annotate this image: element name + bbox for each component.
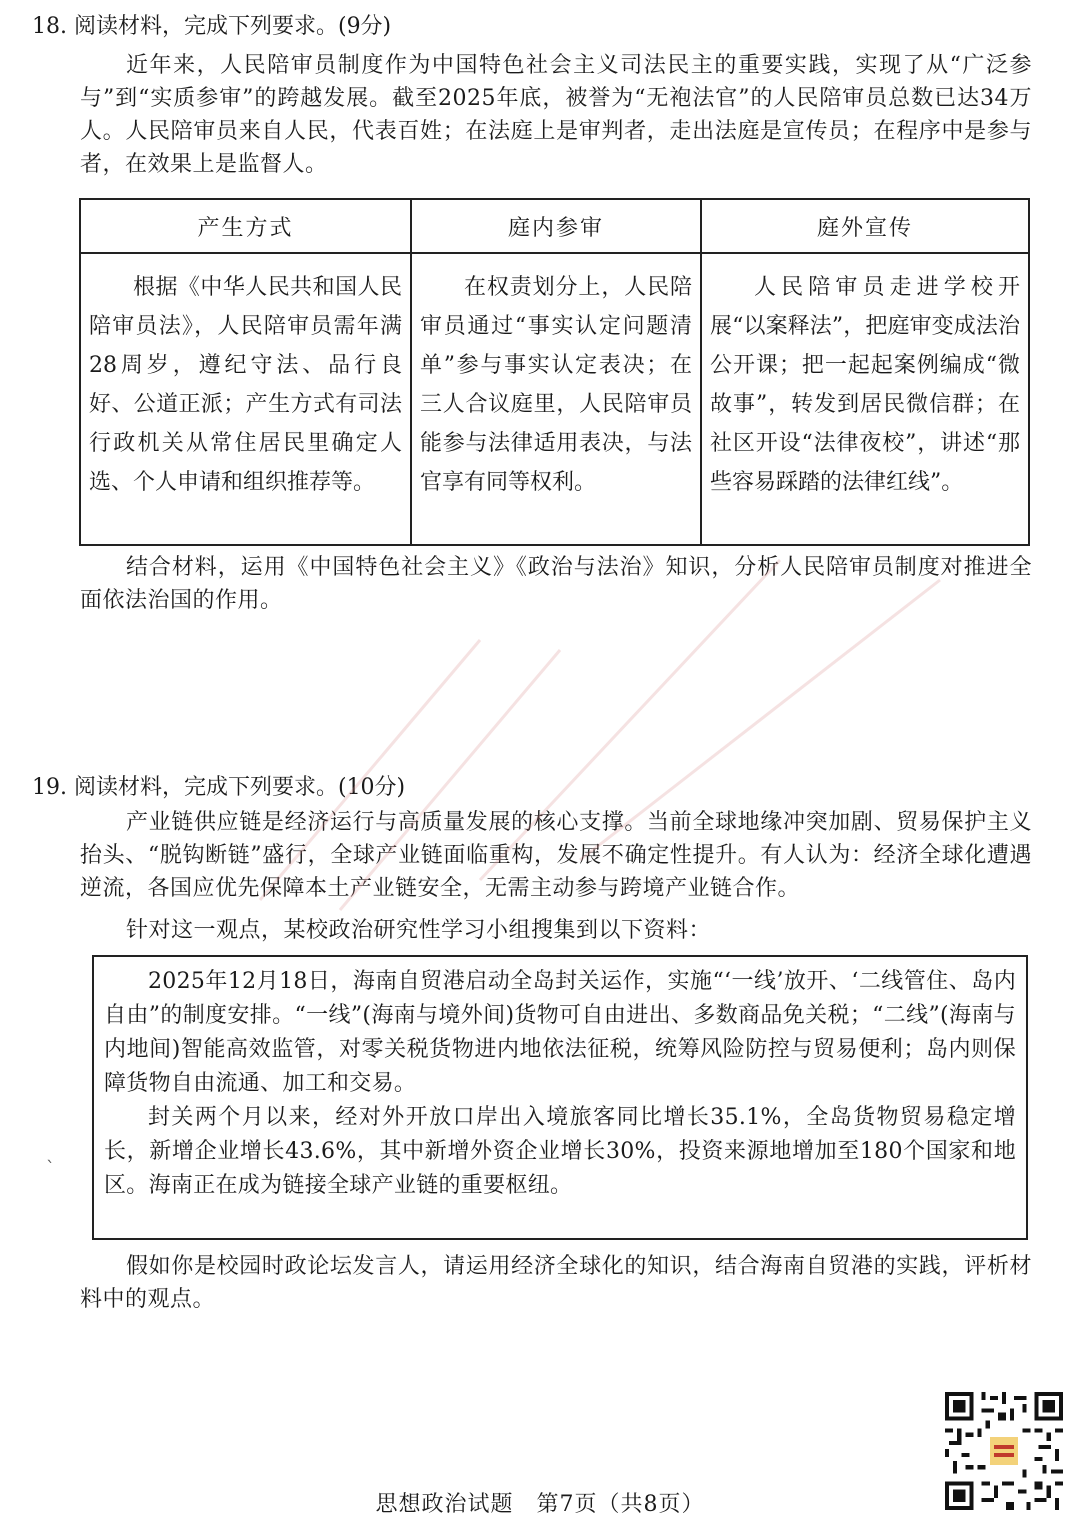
q18-task: 结合材料，运用《中国特色社会主义》《政治与法治》知识，分析人民陪审员制度对推进全面依法治国的作用。 <box>80 555 1032 613</box>
table-header-in-court: 庭内参审 <box>411 199 701 253</box>
q19-header: 19. 阅读材料，完成下列要求。(10分) <box>32 775 406 800</box>
table-header-production: 产生方式 <box>80 199 411 253</box>
table-cell-in-court: 在权责划分上，人民陪审员通过“事实认定问题清单”参与事实认定表决；在三人合议庭里，人民陪审员能参与法律适用表决，与法官享有同等权利。 <box>411 253 701 545</box>
q18-header: 18. 阅读材料，完成下列要求。(9分) <box>32 14 392 39</box>
q18-material-table <box>79 198 1030 546</box>
q18-intro: 近年来，人民陪审员制度作为中国特色社会主义司法民主的重要实践，实现了从“广泛参与”到“实质参审”的跨越发展。截至2025年底，被誉为“无袍法官”的人民陪审员总数已达34万人。人民陪审员来自人民，代表百姓；在法庭上是审判者，走出法庭是宣传员；在程序中是参与者，在效果上是监督人。 <box>80 53 1032 177</box>
table-cell-outreach: 人民陪审员走进学校开展“以案释法”，把庭审变成法治公开课；把一起起案例编成“微故事”，转发到居民微信群；在社区开设“法律夜校”，讲述“那些容易踩踏的法律红线”。 <box>701 253 1029 545</box>
table-header-outreach: 庭外宣传 <box>701 199 1029 253</box>
q19-box-paragraph-1: 2025年12月18日，海南自贸港启动全岛封关运作，实施“‘一线’放开、‘二线管住、岛内自由”的制度安排。“一线”(海南与境外间)货物可自由进出、多数商品免关税；“二线”(海南与内地间)智能高效监管，对零关税货物进内地依法征税，统筹风险防控与贸易便利；岛内则保障货物自由流通、加工和交易。 <box>104 969 1016 1096</box>
page-footer: 思想政治试题 第7页（共8页） <box>375 1492 705 1517</box>
q19-box-paragraph-2: 封关两个月以来，经对外开放口岸出入境旅客同比增长35.1%，全岛货物贸易稳定增长，新增企业增长43.6%，其中新增外资企业增长30%，投资来源地增加至180个国家和地区。海南正在成为链接全球产业链的重要枢纽。 <box>104 1105 1016 1198</box>
q19-task: 假如你是校园时政论坛发言人，请运用经济全球化的知识，结合海南自贸港的实践，评析材料中的观点。 <box>80 1254 1032 1312</box>
margin-mark: ` <box>46 1158 55 1179</box>
q19-material-box <box>92 955 1028 1240</box>
q19-intro: 产业链供应链是经济运行与高质量发展的核心支撑。当前全球地缘冲突加剧、贸易保护主义抬头、“脱钩断链”盛行，全球产业链面临重构，发展不确定性提升。有人认为：经济全球化遭遇逆流，各国应优先保障本土产业链安全，无需主动参与跨境产业链合作。 <box>80 810 1032 901</box>
table-cell-production: 根据《中华人民共和国人民陪审员法》，人民陪审员需年满28周岁，遵纪守法、品行良好、公道正派；产生方式有司法行政机关从常住居民里确定人选、个人申请和组织推荐等。 <box>80 253 411 545</box>
q19-lead: 针对这一观点，某校政治研究性学习小组搜集到以下资料： <box>126 918 712 943</box>
